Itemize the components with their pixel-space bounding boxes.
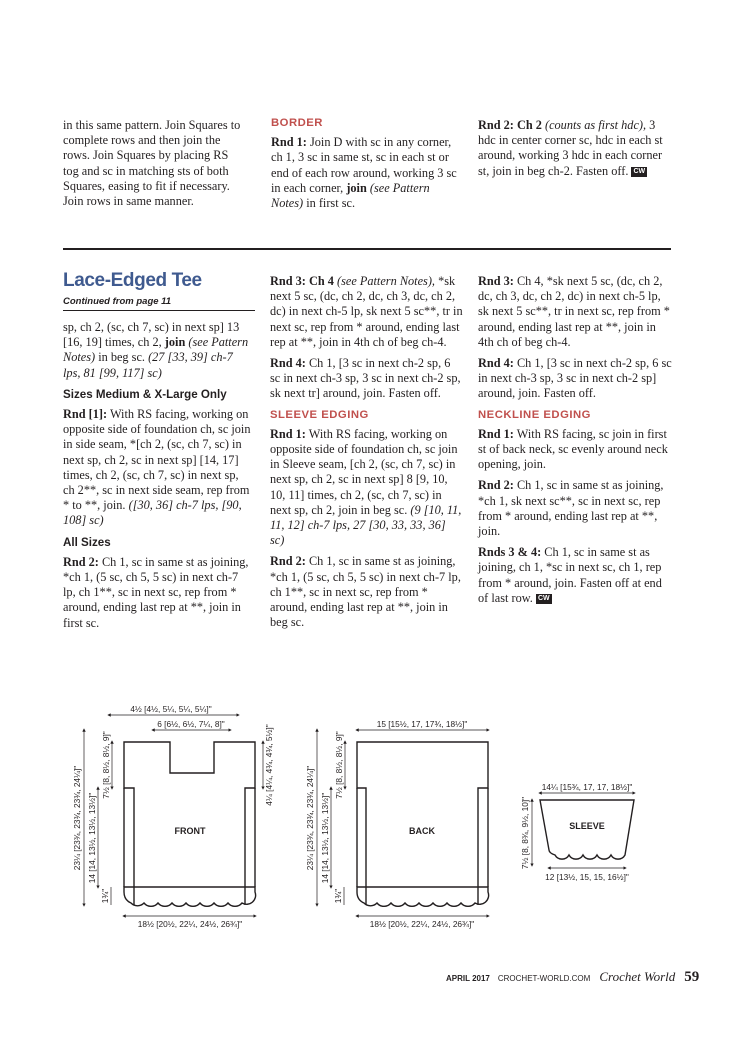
front-body-dim: 14 [14, 13½, 13½, 13½]" [87,792,97,884]
back-total-dim: 23¼ [23¾, 23¾, 23¾, 24¼]" [305,765,315,871]
sleeve-rnd2-text: Ch 1, sc in same st as joining, *ch 1, (5 sc, ch 5, 5 sc) in next ch-7 lp, ch 1**, sc in next sc, rep from * around, ending last rep at **, join in beg sc. [270,554,461,630]
front-armhole-dim: 7½ [8, 8½, 8½, 9]" [101,731,111,799]
intro-count: (27 [33, 39] ch-7 lps, 81 [99, 117] sc) [63,350,233,380]
front-label: FRONT [174,826,206,836]
front-width-dim: 18½ [20½, 22¼, 24½, 26¾]" [137,919,243,929]
front-scallops [124,887,256,906]
border-rnd1-text-b: in first sc. [306,196,356,211]
neck-rnd2-label: Rnd 2: [478,478,514,493]
schematic-diagrams [0,690,750,950]
sleeve-bottom-width-dim: 12 [13½, 15, 15, 16½]" [545,872,629,882]
border-rnd2 [478,118,670,179]
rnd4-paragraph [270,356,463,402]
page-footer [446,969,699,986]
back-label: BACK [409,826,435,836]
front-outline [124,742,255,905]
neck-rnd34-text: Ch 1, sc in same st as joining, ch 1, *sc in next sc, ch 1, rep from * around, join. Fasten off at end of last row. [478,545,662,605]
c3-rnd4-label: Rnd 4: [478,356,514,371]
page-number: 59 [684,969,700,985]
all-sizes-heading: All Sizes [63,535,111,549]
neck-rnd1-paragraph [478,427,672,473]
border-rnd2-note: (counts as first hdc), [544,118,647,132]
c3-rnd4-paragraph [478,356,672,402]
neck-rnd34-paragraph [478,545,672,606]
neck-rnd1-text: With RS facing, sc join in first st of back neck, sc evenly around neck opening, join. [478,426,668,472]
neck-rnd2-text: Ch 1, sc in same st as joining, *ch 1, sk next sc**, sc in next sc, rep from * around, ending last rep at **, join. [478,478,664,539]
sizes-heading: Sizes Medium & X-Large Only [63,387,227,401]
sleeve-edging-heading: SLEEVE EDGING [270,408,369,421]
section-divider [63,248,671,250]
cw-end-mark: CW [633,167,646,175]
rnd1-label: Rnd [1]: [63,407,108,422]
rnd1-text: With RS facing, working on opposite side of foundation ch, sc join in side seam, *[ch 2, (sc, ch 7, sc) in next sp, ch 2, sc in next sp] [14, 17] times, ch 2, (sc, ch 7, sc) in next sp, ch 2**, sc in next side seam, rep from * to **, join. [63,407,251,513]
rnd3-paragraph [270,274,463,350]
continued-note: Continued from page 11 [63,296,172,307]
border-rnd1-join: join [346,180,367,195]
back-body-dim: 14 [14, 13½, 13½, 13½]" [320,792,330,884]
sleeve-diagram [520,782,634,882]
footer-magazine: Crochet World [599,969,676,984]
neckline-edging-heading: NECKLINE EDGING [478,408,591,421]
title-underline [63,310,255,311]
back-scallops [357,887,489,906]
front-edging-dim: 1¾" [100,888,110,904]
footer-month: APRIL 2017 [446,974,490,983]
sleeve-label: SLEEVE [569,821,605,831]
intro-join: join [164,335,186,350]
sleeve-rnd1-label: Rnd 1: [270,426,306,441]
border-rnd1-label: Rnd 1: [271,135,307,150]
intro-text-a: sp, ch 2, (sc, ch 7, sc) in next sp] 13 [16, 19] times, ch 2, [63,320,240,350]
column-1 [63,320,253,637]
rnd1-count: ([30, 36] ch-7 lps, [90, 108] sc) [63,498,242,528]
rnd3-text: *sk next 5 sc, (dc, ch 2, dc, ch 3, dc, ch 2, dc) in next ch-5 lp, sk next 5 sc**, tr in next sc, rep from * around, ending last rep at **, join in 4th ch of beg ch-4. [270,274,463,349]
rnd4-label: Rnd 4: [270,356,306,371]
border-rnd1-note: (see Pattern Notes) [271,180,430,211]
border-rnd1 [271,135,461,211]
column-3 [478,274,672,612]
intro-note: (see Pattern Notes) [63,335,249,365]
neck-rnd34-label: Rnds 3 & 4: [478,545,542,560]
sleeve-rnd1-text: With RS facing, working on opposite side of foundation ch, sc join in Sleeve seam, [ch 2, (sc, ch 7, sc) in next sp, ch 2, sc in next sp] 8 [9, 10, 10, 11] times, ch 2, (sc, ch 7, sc) in next sp, ch 2, join in beg sc. [270,426,458,517]
rnd2-label: Rnd 2: [63,554,99,569]
cw-end-mark-2: CW [537,595,550,603]
back-diagram [305,719,489,929]
back-outline [357,742,488,905]
article-title: Lace-Edged Tee [63,270,202,291]
sleeve-length-dim: 7½ [8, 8¾, 9½, 10]" [520,796,530,870]
border-rnd2-label: Rnd 2: Ch 2 [478,118,542,132]
top-left-column [63,118,245,215]
intro-text-b: in beg sc. [98,350,145,365]
border-heading: BORDER [271,117,323,129]
footer-site: CROCHET-WORLD.COM [497,974,591,983]
neck-rnd2-paragraph [478,478,672,539]
back-armhole-dim: 7½ [8, 8½, 8½, 9]" [334,731,344,799]
back-edging-dim: 1¾" [333,888,343,904]
column-2 [270,274,463,636]
intro-paragraph [63,320,253,381]
rnd3-label: Rnd 3: Ch 4 [270,274,334,288]
c3-rnd3-text: Ch 4, *sk next 5 sc, (dc, ch 2, dc, ch 3, dc, ch 2, dc) in next ch-5 lp, sk next 5 sc**, tr in next sc, rep from * around, ending last rep at **, join in 4th ch of beg ch-4. [478,274,670,349]
neck-rnd1-label: Rnd 1: [478,426,514,441]
rnd3-note: (see Pattern Notes), [336,274,435,288]
back-top-width-dim: 15 [15½, 17, 17¾, 18½]" [376,719,468,729]
rnd2-text: Ch 1, sc in same st as joining, *ch 1, (5 sc, ch 5, 5 sc) in next ch-7 lp, ch 1**, sc in next sc, rep from * around, ending last rep at **, join in first sc. [63,554,249,630]
rnd4-text: Ch 1, [3 sc in next ch-2 sp, 6 sc in next ch-3 sp, 3 sc in next ch-2 sp, sk next tr] around, join. Fasten off. [270,356,461,401]
c3-rnd3-paragraph [478,274,672,350]
back-width-dim: 18½ [20½, 22¼, 24½, 26¾]" [369,919,475,929]
top-left-text: in this same pattern. Join Squares to complete rows and then join the rows. Join Squares by placing RS tog and sc in matching sts of both Squares, easing to fit if necessary. Join rows in same manner. [63,118,241,209]
sleeve-rnd1-paragraph [270,427,463,549]
rnd2-paragraph [63,555,253,631]
front-shoulder-dim: 4½ [4½, 5¼, 5¼, 5¼]" [130,704,212,714]
front-diagram [72,704,274,929]
sleeve-rnd1-count: (9 [10, 11, 11, 12] ch-7 lps, 27 [30, 33, 33, 36] sc) [270,502,462,548]
front-neck-width-dim: 6 [6½, 6½, 7¼, 8]" [157,719,225,729]
front-neck-depth-dim: 4¼ [4¼, 4¾, 4¾, 5½]" [264,724,274,806]
border-column [271,116,461,217]
sleeve-rnd2-label: Rnd 2: [270,554,306,569]
sleeve-rnd2-paragraph [270,554,463,630]
sleeve-top-width-dim: 14¼ [15¾, 17, 17, 18½]" [541,782,633,792]
c3-rnd4-text: Ch 1, [3 sc in next ch-2 sp, 6 sc in next ch-3 sp, 3 sc in next ch-2 sp] around, join. Fasten off. [478,356,672,401]
border-rnd2-text: 3 hdc in center corner sc, hdc in each st around, working 3 hdc in each corner st, join in beg ch-2. Fasten off. [478,118,663,178]
border-rnd1-text-a: Join D with sc in any corner, ch 1, 3 sc in same st, sc in each st or end of each row around, working 3 sc in each corner, [271,135,457,195]
top-right-column [478,118,670,185]
c3-rnd3-label: Rnd 3: [478,274,514,288]
rnd1-paragraph [63,407,253,529]
front-total-dim: 23¼ [23¾, 23¾, 23¾, 24¼]" [72,765,82,871]
